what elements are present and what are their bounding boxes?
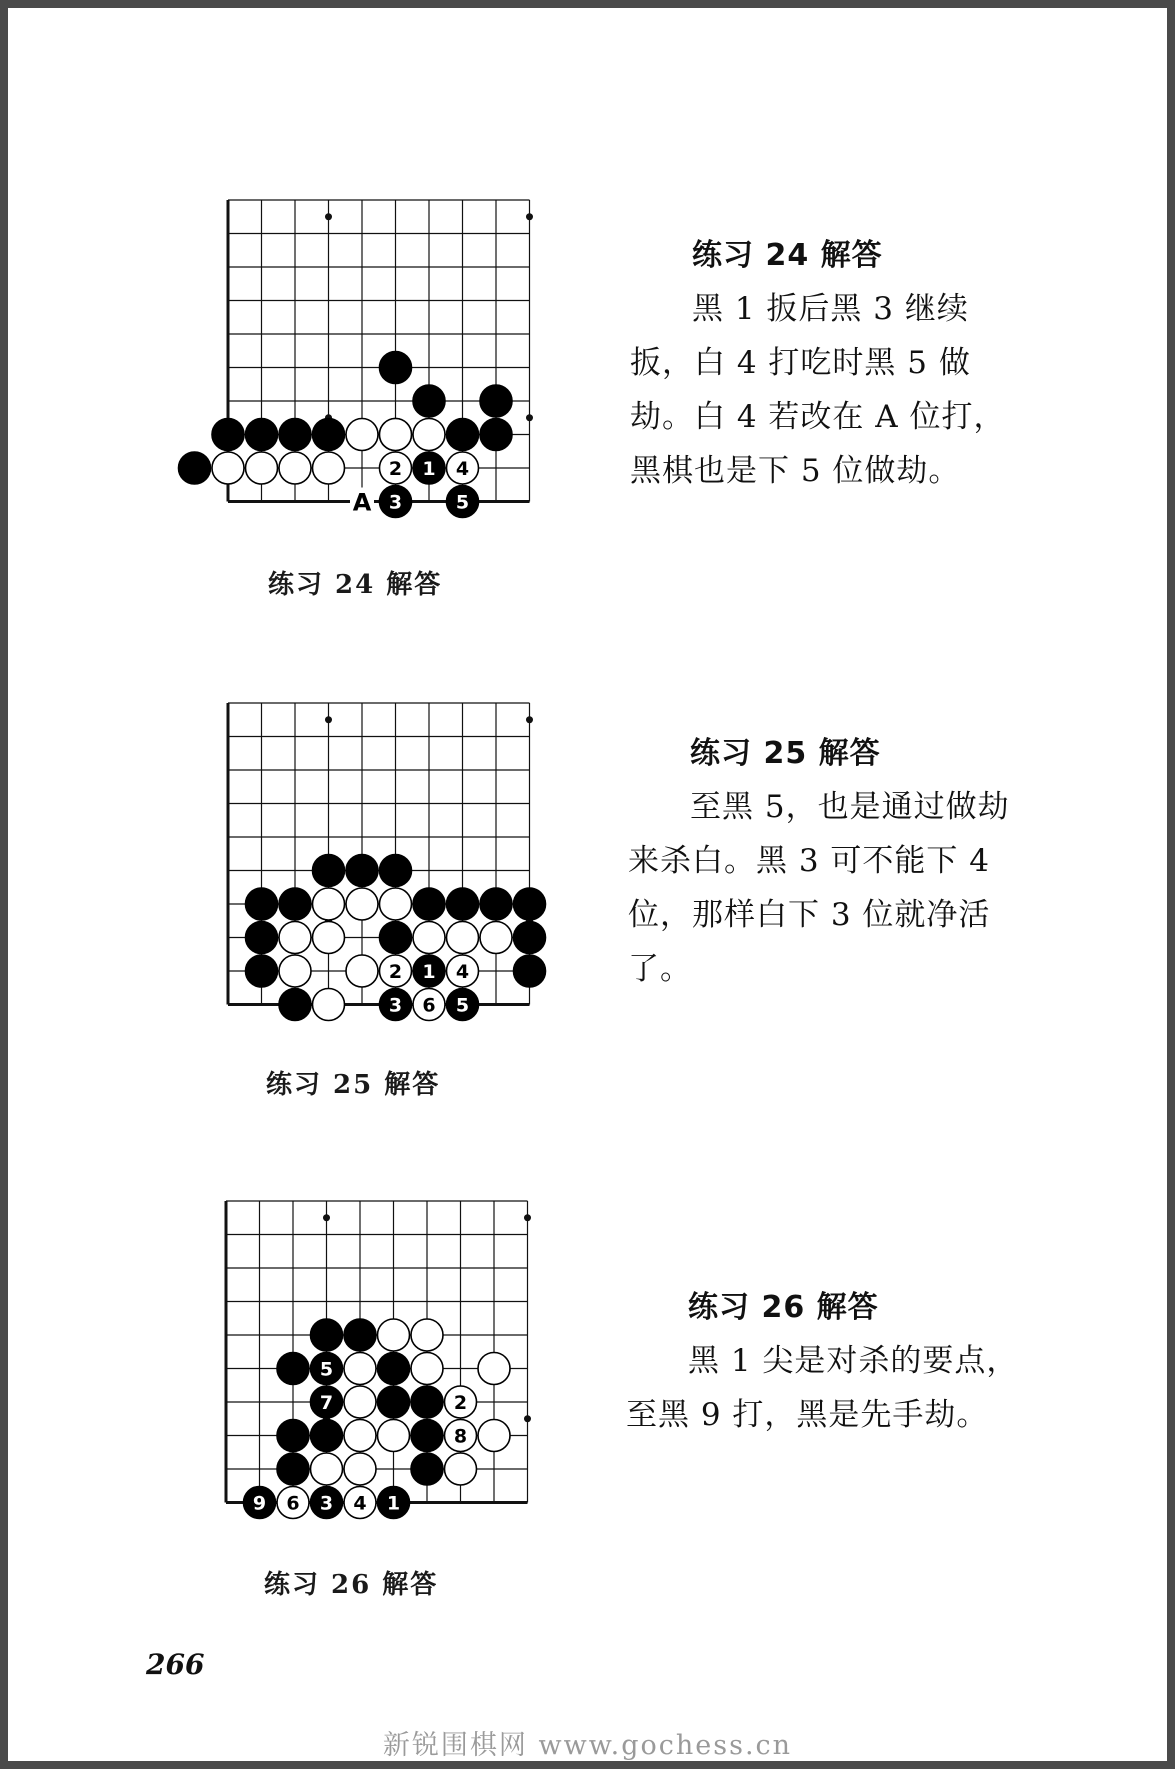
stone-body [279,989,311,1021]
answer-title-25: 练习 25 解答 [690,736,881,771]
stone-body [344,1453,376,1485]
black-stone [311,1353,343,1385]
white-stone [313,989,345,1021]
black-stone [277,1453,309,1485]
white-stone [445,1386,477,1418]
stone-body [279,452,311,484]
star-point [526,213,533,220]
stone-body [478,1353,510,1385]
stone-body [378,1319,410,1351]
white-stone [346,888,378,920]
black-stone [246,419,278,451]
book-page [8,8,1167,1761]
white-stone [277,1487,309,1519]
stone-body [346,419,378,451]
black-stone [311,1386,343,1418]
stone-number: 4 [455,961,470,983]
black-stone [447,486,479,518]
stone-body [311,1319,343,1351]
stone-body [480,922,512,954]
black-stone [380,855,412,887]
white-stone [445,1453,477,1485]
stone-number: 9 [252,1492,267,1515]
stone-number: 1 [386,1492,401,1515]
stone-body [378,1353,410,1385]
white-stone [313,888,345,920]
black-stone [212,419,244,451]
star-point [526,414,533,421]
stone-body [246,452,278,484]
black-stone [411,1386,443,1418]
stone-body [480,385,512,417]
stone-body [413,419,445,451]
black-stone [246,888,278,920]
black-stone [447,419,479,451]
black-stone [346,855,378,887]
white-stone [411,1353,443,1385]
white-stone [447,955,479,987]
star-point [325,213,332,220]
white-stone [413,989,445,1021]
stone-body [514,955,546,987]
stone-number: 7 [319,1392,334,1414]
stone-number: 3 [388,994,403,1017]
stone-body [378,1386,410,1418]
stone-number: 8 [453,1425,468,1448]
stone-body [277,1420,309,1452]
white-stone [212,452,244,484]
stone-number: 2 [453,1392,468,1414]
star-point [526,716,533,723]
black-stone [413,888,445,920]
stone-number: 4 [353,1492,367,1515]
stone-body [344,1353,376,1385]
stone-number: 1 [422,961,436,983]
stone-body [411,1420,443,1452]
black-stone [378,1487,410,1519]
stone-body [380,419,412,451]
stone-body [514,922,546,954]
black-stone [413,385,445,417]
stone-body [313,419,345,451]
star-point [524,1415,531,1422]
black-stone [179,452,211,484]
stone-body [313,452,345,484]
stone-body [380,352,412,384]
stone-body [413,888,445,920]
black-stone [246,955,278,987]
stone-number: 3 [319,1492,334,1515]
board-svg [156,1191,498,1533]
black-stone [514,888,546,920]
stone-body [413,922,445,954]
white-stone [311,1453,343,1485]
stone-body [212,419,244,451]
white-stone [447,452,479,484]
black-stone [514,955,546,987]
black-stone [378,1386,410,1418]
point-label: A [352,488,372,517]
white-stone [346,955,378,987]
black-stone [313,419,345,451]
stone-body [411,1386,443,1418]
black-stone [447,989,479,1021]
stone-body [447,888,479,920]
black-stone [480,419,512,451]
stone-body [413,385,445,417]
white-stone [411,1319,443,1351]
white-stone [378,1319,410,1351]
black-stone [380,486,412,518]
white-stone [378,1420,410,1452]
white-stone [313,452,345,484]
stone-number: 3 [388,491,403,514]
white-stone [445,1420,477,1452]
black-stone [311,1420,343,1452]
white-stone [344,1487,376,1519]
website-footer: 新锐围棋网 www.gochess.cn [382,1730,793,1761]
white-stone [279,955,311,987]
stone-body [478,1420,510,1452]
white-stone [344,1386,376,1418]
stone-body [445,1453,477,1485]
star-point [524,1214,531,1221]
stone-body [246,419,278,451]
black-stone [447,888,479,920]
stone-number: 4 [455,458,470,480]
stone-number: 6 [286,1492,300,1515]
white-stone [380,452,412,484]
black-stone [279,989,311,1021]
white-stone [279,922,311,954]
answer-text-26 [626,1282,1026,1442]
stone-body [277,1353,309,1385]
answer-title-26: 练习 26 解答 [688,1290,879,1325]
white-stone [344,1453,376,1485]
white-stone [313,922,345,954]
black-stone [378,1353,410,1385]
white-stone [478,1420,510,1452]
white-stone [380,955,412,987]
stone-body [313,989,345,1021]
stone-number: 2 [388,961,403,983]
diagram-caption-24: 练习 24 解答 [268,570,443,600]
go-board-24 [158,190,500,532]
black-stone [244,1487,276,1519]
stone-body [311,1420,343,1452]
answer-text-24 [630,230,1030,498]
black-stone [277,1353,309,1385]
stone-number: 5 [319,1358,334,1381]
stone-body [279,922,311,954]
board-svg [158,190,500,532]
white-stone [413,419,445,451]
stone-number: 1 [422,458,436,480]
black-stone [514,922,546,954]
stone-body [380,855,412,887]
stone-body [480,419,512,451]
stone-body [480,888,512,920]
page-number: 266 [146,1648,205,1681]
stone-number: 5 [455,994,470,1017]
stone-body [346,855,378,887]
stone-body [313,888,345,920]
stone-body [411,1453,443,1485]
stone-body [514,888,546,920]
black-stone [411,1453,443,1485]
white-stone [447,922,479,954]
stone-body [411,1353,443,1385]
answer-body-25: 至黑 5，也是通过做劫来杀白。黑 3 可不能下 4 位，那样白下 3 位就净活了。 [628,789,1010,987]
stone-body [277,1453,309,1485]
stone-body [246,922,278,954]
stone-body [346,888,378,920]
board-svg [158,693,500,1035]
black-stone [413,955,445,987]
black-stone [246,922,278,954]
black-stone [313,855,345,887]
black-stone [344,1319,376,1351]
stone-body [344,1420,376,1452]
black-stone [480,888,512,920]
stone-body [378,1420,410,1452]
white-stone [346,419,378,451]
star-point [325,716,332,723]
stone-body [346,955,378,987]
answer-text-25 [628,728,1028,996]
stone-body [313,855,345,887]
black-stone [380,922,412,954]
white-stone [380,888,412,920]
stone-body [447,419,479,451]
stone-body [344,1319,376,1351]
stone-body [447,922,479,954]
black-stone [480,385,512,417]
black-stone [413,452,445,484]
stone-body [179,452,211,484]
white-stone [478,1353,510,1385]
black-stone [411,1420,443,1452]
black-stone [380,989,412,1021]
diagram-caption-26: 练习 26 解答 [264,1570,439,1600]
stone-body [246,955,278,987]
white-stone [380,419,412,451]
stone-body [212,452,244,484]
black-stone [279,419,311,451]
black-stone [277,1420,309,1452]
white-stone [344,1420,376,1452]
white-stone [480,922,512,954]
stone-number: 5 [455,491,470,514]
diagram-caption-25: 练习 25 解答 [266,1070,441,1100]
stone-body [311,1453,343,1485]
answer-body-26: 黑 1 尖是对杀的要点，至黑 9 打，黑是先手劫。 [626,1343,1019,1433]
go-board-26 [156,1191,498,1533]
stone-body [411,1319,443,1351]
stone-body [279,888,311,920]
stone-number: 2 [388,458,403,480]
go-board-25 [158,693,500,1035]
white-stone [279,452,311,484]
white-stone [413,922,445,954]
stone-body [313,922,345,954]
answer-title-24: 练习 24 解答 [692,238,883,273]
black-stone [311,1319,343,1351]
star-point [323,1214,330,1221]
black-stone [279,888,311,920]
stone-body [246,888,278,920]
black-stone [380,352,412,384]
stone-body [279,419,311,451]
stone-number: 6 [422,994,436,1017]
white-stone [344,1353,376,1385]
stone-body [380,888,412,920]
white-stone [246,452,278,484]
stone-body [279,955,311,987]
answer-body-24: 黑 1 扳后黑 3 继续扳，白 4 打吃时黑 5 做劫。白 4 若改在 A 位打，黑棋也是下 5 位做劫。 [630,291,1006,489]
black-stone [311,1487,343,1519]
stone-body [380,922,412,954]
stone-body [344,1386,376,1418]
